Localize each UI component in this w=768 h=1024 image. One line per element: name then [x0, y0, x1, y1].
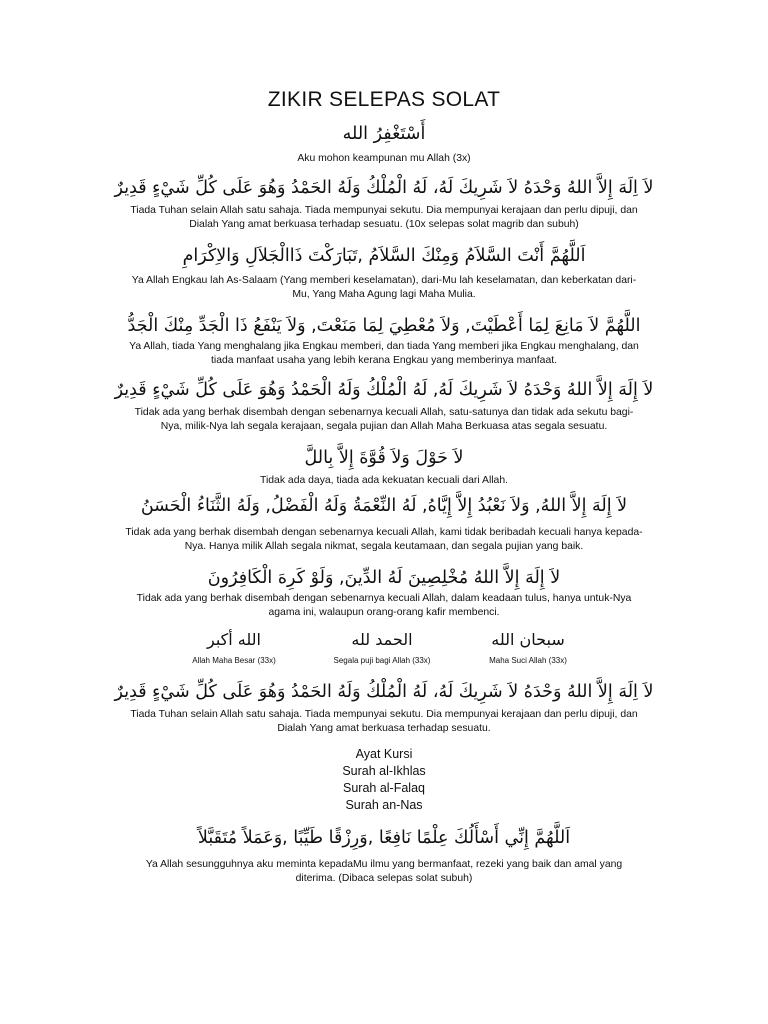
arabic-text-assalam: اَللَّهُمَّ أَنْتَ السَّلاَمُ وَمِنْكَ السَّلاَمُ ,تَبَارَكْتَ ذَاالْجَلاَلِ وَالاِكْرَامِ: [182, 246, 586, 266]
tasbih-tasbih: [428, 628, 628, 667]
translation-line: Tiada Tuhan selain Allah satu sahaja. Tiada mempunyai sekutu. Dia mempunyai kerajaan dan perlu dipuji, dan: [130, 205, 638, 216]
translation-line: Aku mohon keampunan mu Allah (3x): [297, 153, 471, 164]
translation-line: Nya, milik-Nya lah segala kerajaan, segala pujian dan Allah Maha Berkuasa atas segala sesuatu.: [160, 421, 608, 432]
translation-tahlil-2: [84, 406, 684, 434]
translation-line: Mu, Yang Maha Agung lagi Maha Mulia.: [292, 289, 476, 300]
translation-istighfar: [84, 152, 684, 166]
translation-line: tiada manfaat usaha yang lebih kerana Engkau yang memberinya manfaat.: [211, 355, 557, 366]
arabic-text-istighfar: أَسْتَغْفِرُ الله: [342, 124, 426, 144]
tasbih-arabic: سبحان الله: [491, 630, 565, 649]
surah-list: [234, 746, 534, 814]
arabic-text-mani: اللَّهُمَّ لاَ مَانِعَ لِمَا أَعْطَيْتَ, وَلاَ مُعْطِيَ لِمَا مَنَعْتَ, وَلاَ يَنْفَعُ ذَا الْجَدِّ مِنْكَ الْجَدُّ: [127, 316, 641, 336]
translation-mukhlisin: [84, 592, 684, 620]
surah-item: Surah al-Ikhlas: [342, 764, 426, 778]
surah-item: Surah an-Nas: [345, 798, 423, 812]
translation-final-doa: [84, 858, 684, 886]
arabic-text-wala-nabudu: لاَ إِلَهَ إِلاَّ اللهُ, وَلاَ نَعْبُدُ إِلاَّ إِيَّاهُ, لَهُ النِّعْمَةُ وَلَهُ الْفَضْلُ, وَلَهُ الثَّنَاءُ الْحَسَنُ: [140, 496, 628, 516]
tasbih-row: [0, 628, 768, 672]
translation-line: Tidak ada daya, tiada ada kekuatan kecuali dari Allah.: [260, 475, 508, 486]
translation-assalam: [84, 274, 684, 302]
tasbih-arabic: الحمد لله: [351, 630, 413, 649]
translation-closing: [84, 708, 684, 736]
translation-line: Ya Allah Engkau lah As-Salaam (Yang memberi keselamatan), dari-Mu lah keselamatan, dan keberkatan dari-: [131, 275, 637, 286]
surah-item: Surah al-Falaq: [343, 781, 425, 795]
tasbih-meaning: Allah Maha Besar (33x): [192, 656, 276, 665]
translation-line: Ya Allah sesungguhnya aku meminta kepadaMu ilmu yang bermanfaat, rezeki yang baik dan amal yang: [145, 859, 623, 870]
translation-tahlil: [84, 204, 684, 232]
translation-line: Tidak ada yang berhak disembah dengan sebenarnya kecuali Allah, dalam keadaan tulus, hanya untuk-Nya: [136, 593, 632, 604]
arabic-text-tahlil-2: لاَ إِلَهَ إِلاَّ اللهُ وَحْدَهُ لاَ شَرِيكَ لَهُ, لَهُ الْمُلْكُ وَلَهُ الْحَمْدُ وَهُوَ عَلَى كُلِّ شَيْءٍ قَدِيرٌ: [114, 380, 654, 400]
tasbih-meaning: Maha Suci Allah (33x): [489, 656, 567, 665]
translation-hawqala: [84, 474, 684, 488]
translation-wala-nabudu: [84, 526, 684, 554]
translation-line: diterima. (Dibaca selepas solat subuh): [295, 873, 473, 884]
arabic-text-mukhlisin: لاَ إِلَهَ إِلاَّ اللهُ مُخْلِصِينَ لَهُ الدِّينَ, وَلَوْ كَرِهَ الْكَافِرُونَ: [207, 568, 561, 588]
surah-item: Ayat Kursi: [355, 747, 413, 761]
translation-mani: [84, 340, 684, 368]
translation-line: Tiada Tuhan selain Allah satu sahaja. Tiada mempunyai sekutu. Dia mempunyai kerajaan dan perlu dipuji, dan: [130, 709, 638, 720]
tasbih-arabic: الله أكبر: [207, 630, 261, 649]
page-title: ZIKIR SELEPAS SOLAT: [267, 88, 501, 111]
translation-line: Tidak ada yang berhak disembah dengan sebenarnya kecuali Allah, satu-satunya dan tidak ada sekutu bagi-: [134, 407, 634, 418]
arabic-text-final-doa: اَللَّهُمَّ إِنِّي أَسْأَلُكَ عِلْمًا نَافِعًا ,وَرِزْقًا طَيِّبًا ,وَعَمَلاً مُتَقَبَّلاً: [197, 828, 571, 848]
translation-line: agama ini, walaupun orang-orang kafir membenci.: [268, 607, 500, 618]
tasbih-meaning: Segala puji bagi Allah (33x): [333, 656, 431, 665]
translation-line: Dialah Yang amat berkuasa terhadap sesuatu. (10x selepas solat magrib dan subuh): [189, 219, 579, 230]
arabic-text-tahlil: لاَ اِلَهَ إِلاَّ اللهُ وَحْدَهُ لاَ شَرِيكَ لَهُ، لَهُ الْمُلْكُ وَلَهُ الحَمْدُ وَهُوَ عَلَى كُلِّ شَيْءٍ قَدِيرٌ: [114, 178, 654, 198]
arabic-text-hawqala: لاَ حَوْلَ وَلاَ قُوَّةَ إِلاَّ بِاللَّ: [304, 448, 464, 468]
arabic-text-closing: لاَ اِلَهَ إِلاَّ اللهُ وَحْدَهُ لاَ شَرِيكَ لَهُ، لَهُ الْمُلْكُ وَلَهُ الحَمْدُ وَهُوَ عَلَى كُلِّ شَيْءٍ قَدِيرٌ: [114, 682, 654, 702]
translation-line: Ya Allah, tiada Yang menghalang jika Engkau memberi, dan tiada Yang memberi jika Engkau menghalang, dan: [129, 341, 639, 352]
translation-line: Tidak ada yang berhak disembah dengan sebenarnya kecuali Allah, kami tidak beribadah kecuali hanya kepada-: [125, 527, 643, 538]
translation-line: Nya. Hanya milik Allah segala nikmat, segala keutamaan, dan segala pujian yang baik.: [184, 541, 584, 552]
translation-line: Dialah Yang amat berkuasa terhadap sesuatu.: [277, 723, 491, 734]
